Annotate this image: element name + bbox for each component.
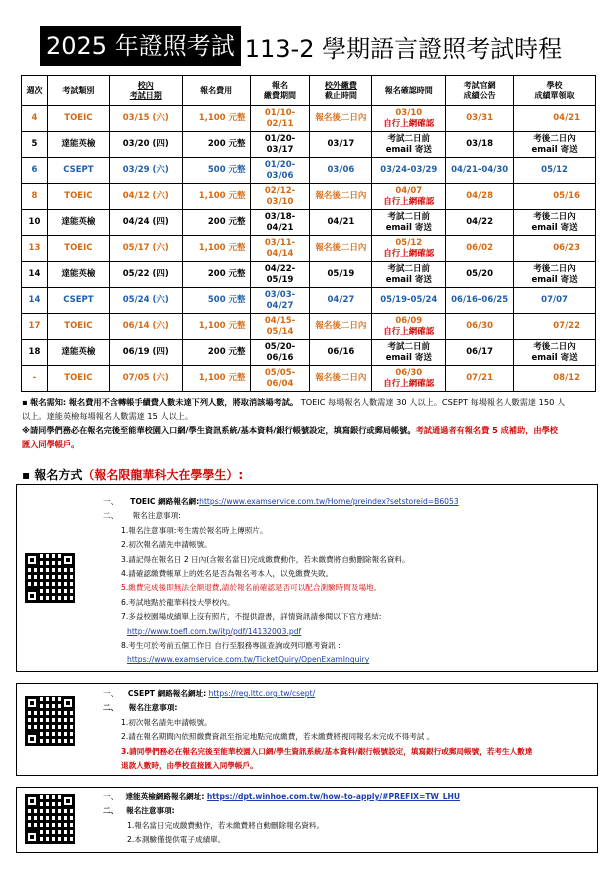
toeic-sub-label: 報名注意事項: xyxy=(132,511,181,521)
table-cell-fee: 200 元整 xyxy=(182,210,250,236)
cell-line: 考試二日前 xyxy=(387,342,431,353)
cell-line: 07/22 xyxy=(553,321,580,332)
cell-line: email 寄送 xyxy=(531,274,578,285)
table-cell-report xyxy=(514,340,596,366)
table-cell-exam: 達能英檢 xyxy=(47,210,109,236)
ept-registration-box xyxy=(16,787,598,853)
table-cell-fee: 1,100 元整 xyxy=(182,314,250,340)
ept-note-item: 1.報名當日完成繳費動作，若未繳費將自動刪除報名資料。 xyxy=(127,820,325,830)
toefl-itp-link[interactable]: http://www.toefl.com.tw/itp/pdf/14132003.pdf xyxy=(127,626,302,636)
table-cell-fee: 200 元整 xyxy=(182,340,250,366)
qr-code-icon[interactable] xyxy=(25,553,75,603)
cell-line: 05/19-05/24 xyxy=(380,295,438,306)
table-cell-deadline: 06/16 xyxy=(310,340,372,366)
table-cell-week: 6 xyxy=(22,158,48,184)
cell-line: 08/12 xyxy=(553,373,580,384)
csept-heading xyxy=(103,687,593,701)
table-cell-score: 06/02 xyxy=(446,236,514,262)
cell-line: 07/07 xyxy=(541,295,568,306)
table-cell-deadline: 04/21 xyxy=(310,210,372,236)
table-cell-deadline: 報名後二日內 xyxy=(310,366,372,392)
table-cell-score: 04/22 xyxy=(446,210,514,236)
notes-label: 報名需知: xyxy=(30,397,67,407)
cell-line: 自行上網確認 xyxy=(383,196,435,207)
table-cell-week: 8 xyxy=(22,184,48,210)
table-cell-score: 06/16-06/25 xyxy=(446,288,514,314)
table-cell-fee: 1,100 元整 xyxy=(182,184,250,210)
toeic-sub-number: 二、 xyxy=(103,511,119,521)
column-header-text: 成績公告 xyxy=(463,90,496,100)
table-cell-date: 06/14 (六) xyxy=(109,314,182,340)
csept-note-item: 1.初次報名請先申請帳號。 xyxy=(121,717,212,727)
table-cell-report xyxy=(514,262,596,288)
table-cell-date: 03/29 (六) xyxy=(109,158,182,184)
table-cell-confirm xyxy=(372,184,446,210)
table-cell-fee: 1,100 元整 xyxy=(182,106,250,132)
cell-line: email 寄送 xyxy=(385,274,432,285)
table-cell-period: 03/03-04/27 xyxy=(250,288,310,314)
cell-line: email 寄送 xyxy=(531,144,578,155)
table-row xyxy=(22,158,596,184)
table-cell-week: 10 xyxy=(22,210,48,236)
table-cell-confirm xyxy=(372,106,446,132)
table-cell-confirm xyxy=(372,132,446,158)
table-cell-exam: 達能英檢 xyxy=(47,340,109,366)
cell-line: 04/07 xyxy=(395,186,423,197)
column-header xyxy=(310,76,372,106)
notes-account-instruction: ※請同學們務必在報名完後至能華校園入口網/學生資訊系統/基本資料/銀行帳號設定，填寫銀行或郵局帳號。 xyxy=(22,425,416,435)
table-row xyxy=(22,106,596,132)
notes-subsidy-text: 考試通過者有報名費 5 成補助，由學校 xyxy=(415,425,558,435)
table-cell-deadline: 報名後二日內 xyxy=(310,314,372,340)
cell-line: 考後二日內 xyxy=(533,212,576,223)
cell-line: 04/21 xyxy=(553,113,580,124)
csept-heading-label: CSEPT 網路報名網址: xyxy=(127,689,207,698)
qr-code-icon[interactable] xyxy=(25,696,75,746)
table-row xyxy=(22,184,596,210)
cell-line: email 寄送 xyxy=(531,222,578,233)
table-cell-score: 03/18 xyxy=(446,132,514,158)
column-header-text: 校外繳費 xyxy=(324,80,357,90)
cell-line: email 寄送 xyxy=(531,352,578,363)
table-cell-date: 04/12 (六) xyxy=(109,184,182,210)
column-header-text: 考試日期 xyxy=(129,90,162,100)
table-cell-period: 05/20-06/16 xyxy=(250,340,310,366)
toeic-heading-label: TOEIC 網路報名網: xyxy=(130,497,200,506)
toeic-heading xyxy=(103,495,593,509)
table-cell-report xyxy=(514,210,596,236)
table-header-row xyxy=(22,76,596,106)
table-row xyxy=(22,132,596,158)
table-cell-period: 04/15-05/14 xyxy=(250,314,310,340)
table-cell-deadline: 04/27 xyxy=(310,288,372,314)
table-cell-deadline: 報名後二日內 xyxy=(310,236,372,262)
table-row xyxy=(22,210,596,236)
table-row xyxy=(22,236,596,262)
csept-registration-box xyxy=(16,683,598,776)
ept-heading-number: 一、 xyxy=(103,792,119,801)
notes-line-4: 匯入同學帳戶。 xyxy=(22,439,80,449)
table-cell-confirm xyxy=(372,158,446,184)
cell-line: email 寄送 xyxy=(385,222,432,233)
table-row xyxy=(22,314,596,340)
table-row xyxy=(22,366,596,392)
cell-line: 06/30 xyxy=(395,368,423,379)
table-cell-period: 03/11-04/14 xyxy=(250,236,310,262)
table-cell-score: 06/17 xyxy=(446,340,514,366)
table-cell-exam: TOEIC xyxy=(47,236,109,262)
table-cell-week: 5 xyxy=(22,132,48,158)
ept-sub-label: 報名注意事項: xyxy=(126,806,175,816)
cell-line: 03/24-03/29 xyxy=(380,165,438,176)
notes-line-2: 以上。達能英檢每場報名人數需達 15 人以上。 xyxy=(22,411,194,421)
table-cell-report xyxy=(514,184,596,210)
cell-line: 考試二日前 xyxy=(387,264,431,275)
table-cell-period: 03/18-04/21 xyxy=(250,210,310,236)
column-header-text: 考試官網 xyxy=(463,80,496,90)
cell-line: 自行上網確認 xyxy=(383,248,435,259)
table-cell-confirm xyxy=(372,366,446,392)
table-cell-period: 01/10-02/11 xyxy=(250,106,310,132)
table-cell-period: 05/05-06/04 xyxy=(250,366,310,392)
table-row xyxy=(22,288,596,314)
toeic-note-item: 8.考生可於考前五個工作日 自行至服務專區查詢或列印應考資訊 : xyxy=(121,641,341,651)
table-cell-period: 01/20-03/06 xyxy=(250,158,310,184)
table-cell-score: 04/21-04/30 xyxy=(446,158,514,184)
toeic-note-item: 6.考試地點於龍華科技大學校內。 xyxy=(121,597,235,607)
table-cell-fee: 500 元整 xyxy=(182,158,250,184)
column-header xyxy=(22,76,48,106)
table-cell-exam: 達能英檢 xyxy=(47,132,109,158)
column-header-text: 截止時間 xyxy=(324,90,357,100)
exam-inquiry-link[interactable]: https://www.examservice.com.tw/TicketQuiry/OpenExamInquiry xyxy=(127,655,370,665)
column-header-text: 報名費用 xyxy=(200,85,233,95)
cell-line: 考後二日內 xyxy=(533,264,576,275)
column-header-text: 報名 xyxy=(272,80,289,90)
column-header-text: 報名確認時間 xyxy=(384,85,433,95)
table-cell-week: 4 xyxy=(22,106,48,132)
column-header-text: 週次 xyxy=(26,85,43,95)
ept-heading-label: 達能英檢網路報名網址: xyxy=(125,792,205,801)
csept-note-item-warning: 3.請同學們務必在報名完後至能華校園入口網/學生資訊系統/基本資料/銀行帳號設定，填寫銀行或郵局帳號，若考生人數達 xyxy=(121,746,533,756)
toeic-registration-link[interactable]: https://www.examservice.com.tw/Home/preindex?setstoreid=B6053 xyxy=(199,497,459,506)
csept-notes-heading xyxy=(103,701,593,715)
column-header-text: 學校 xyxy=(546,80,563,90)
cell-line: 考試二日前 xyxy=(387,212,431,223)
table-cell-deadline: 03/06 xyxy=(310,158,372,184)
column-header-text: 考試類別 xyxy=(62,85,95,95)
table-cell-exam: CSEPT xyxy=(47,288,109,314)
table-cell-exam: TOEIC xyxy=(47,184,109,210)
table-cell-date: 06/19 (四) xyxy=(109,340,182,366)
table-cell-confirm xyxy=(372,340,446,366)
cell-line: 自行上網確認 xyxy=(383,378,435,389)
cell-line: 考試二日前 xyxy=(387,134,431,145)
cell-line: 05/16 xyxy=(553,191,580,202)
table-cell-period: 04/22-05/19 xyxy=(250,262,310,288)
table-cell-date: 05/24 (六) xyxy=(109,288,182,314)
csept-note-item: 2.請在報名期間內依照繳費資訊至指定地點完成繳費，若未繳費將視同報名未完成不得考試 。 xyxy=(121,732,435,742)
toeic-note-item: 4.請確認繳費帳單上的姓名是否為報名考本人，以免繳費失敗。 xyxy=(121,569,334,579)
column-header-text: 成績單領取 xyxy=(534,90,575,100)
table-cell-exam: CSEPT xyxy=(47,158,109,184)
notes-line-1 xyxy=(22,395,596,409)
table-cell-report xyxy=(514,132,596,158)
toeic-note-item-warning: 5.繳費完成後即無法全額退費,請於報名前確認是否可以配合測驗時間及場地。 xyxy=(121,583,382,593)
cell-line: email 寄送 xyxy=(385,352,432,363)
table-cell-date: 04/24 (四) xyxy=(109,210,182,236)
table-cell-date: 05/22 (四) xyxy=(109,262,182,288)
column-header xyxy=(514,76,596,106)
cell-line: 05/12 xyxy=(395,238,423,249)
table-cell-exam: TOEIC xyxy=(47,366,109,392)
cell-line: 自行上網確認 xyxy=(383,118,435,129)
table-cell-exam: TOEIC xyxy=(47,106,109,132)
table-cell-confirm xyxy=(372,262,446,288)
table-cell-confirm xyxy=(372,236,446,262)
table-cell-score: 05/20 xyxy=(446,262,514,288)
table-cell-exam: 達能英檢 xyxy=(47,262,109,288)
table-cell-deadline: 報名後二日內 xyxy=(310,106,372,132)
table-cell-date: 07/05 (六) xyxy=(109,366,182,392)
ept-registration-link[interactable]: https://dpt.winhoe.com.tw/how-to-apply/#PREFIX=TW_LHU xyxy=(206,792,461,801)
csept-registration-link[interactable]: https://reg.lttc.org.tw/csept/ xyxy=(208,689,316,698)
csept-sub-label: 報名注意事項: xyxy=(128,703,178,713)
column-header xyxy=(47,76,109,106)
column-header xyxy=(446,76,514,106)
cell-line: 05/12 xyxy=(541,165,568,176)
qr-code-icon[interactable] xyxy=(25,794,75,844)
toeic-notes-heading xyxy=(103,509,593,523)
column-header xyxy=(182,76,250,106)
table-cell-week: 13 xyxy=(22,236,48,262)
notes-bold-text: 報名費用不含轉帳手續費人數未達下列人數，將取消該場考試。 xyxy=(68,397,299,407)
table-cell-period: 02/12-03/10 xyxy=(250,184,310,210)
csept-sub-number: 二、 xyxy=(103,703,119,713)
table-cell-score: 03/31 xyxy=(446,106,514,132)
toeic-note-item: 1.報名注意事項:考生需於報名時上傳照片。 xyxy=(121,525,268,535)
method-note: （報名限龍華科大在學學生）: xyxy=(82,468,244,482)
title-text: 113-2 學期語言證照考試時程 xyxy=(244,34,563,63)
toeic-registration-box xyxy=(16,484,598,672)
column-header-text: 校內 xyxy=(137,80,154,90)
table-cell-report xyxy=(514,366,596,392)
exam-schedule-table xyxy=(21,75,596,392)
table-cell-deadline: 報名後二日內 xyxy=(310,184,372,210)
cell-line: 06/09 xyxy=(395,316,423,327)
table-cell-confirm xyxy=(372,210,446,236)
cell-line: 考後二日內 xyxy=(533,134,576,145)
table-cell-confirm xyxy=(372,288,446,314)
notes-text: TOEIC 每場報名人數需達 30 人以上。CSEPT 每場報名人數需達 150 人 xyxy=(300,397,566,407)
table-cell-report xyxy=(514,158,596,184)
ept-heading xyxy=(103,790,593,804)
csept-heading-number: 一、 xyxy=(103,689,119,698)
toeic-note-item: 3.請記得在報名日 2 日內(含報名當日)完成繳費動作，若未繳費將自動刪除報名資料。 xyxy=(121,554,410,564)
table-cell-report xyxy=(514,288,596,314)
table-cell-fee: 1,100 元整 xyxy=(182,366,250,392)
table-cell-deadline: 03/17 xyxy=(310,132,372,158)
column-header xyxy=(109,76,182,106)
ept-sub-number: 二、 xyxy=(103,806,119,816)
table-cell-period: 01/20-03/17 xyxy=(250,132,310,158)
table-row xyxy=(22,340,596,366)
registration-method-heading xyxy=(22,466,243,483)
registration-notes xyxy=(22,395,596,451)
method-label: 報名方式 xyxy=(34,468,83,482)
table-cell-week: 14 xyxy=(22,288,48,314)
table-cell-week: 17 xyxy=(22,314,48,340)
cell-line: email 寄送 xyxy=(385,144,432,155)
ept-notes-heading xyxy=(103,804,593,818)
table-cell-date: 05/17 (六) xyxy=(109,236,182,262)
table-cell-report xyxy=(514,106,596,132)
toeic-note-item: 7.多益校園場成績單上沒有照片，不提供證書，詳情資訊請參閱以下官方連結: xyxy=(121,612,382,622)
bullet-icon: ▪ xyxy=(22,468,35,482)
bullet-icon: ▪ xyxy=(22,397,28,407)
cell-line: 06/23 xyxy=(553,243,580,254)
column-header xyxy=(250,76,310,106)
cell-line: 考後二日內 xyxy=(533,342,576,353)
table-cell-score: 06/30 xyxy=(446,314,514,340)
table-cell-date: 03/20 (四) xyxy=(109,132,182,158)
ept-note-item: 2.本測驗僅提供電子成績單。 xyxy=(127,835,226,845)
table-cell-report xyxy=(514,236,596,262)
column-header xyxy=(372,76,446,106)
table-cell-report xyxy=(514,314,596,340)
table-row xyxy=(22,262,596,288)
toeic-note-item: 2.初次報名請先申請帳號。 xyxy=(121,540,212,550)
notes-line-3 xyxy=(22,423,596,437)
table-cell-week: 14 xyxy=(22,262,48,288)
table-cell-date: 03/15 (六) xyxy=(109,106,182,132)
page-title xyxy=(40,26,562,66)
title-highlight: 2025 年證照考試 xyxy=(40,26,241,66)
table-cell-week: - xyxy=(22,366,48,392)
table-cell-fee: 200 元整 xyxy=(182,262,250,288)
table-cell-fee: 200 元整 xyxy=(182,132,250,158)
cell-line: 03/10 xyxy=(395,108,423,119)
table-cell-fee: 1,100 元整 xyxy=(182,236,250,262)
table-cell-exam: TOEIC xyxy=(47,314,109,340)
csept-note-item-warning-cont: 退款人數時，由學校直接匯入同學帳戶。 xyxy=(121,761,258,771)
table-cell-fee: 500 元整 xyxy=(182,288,250,314)
table-cell-deadline: 05/19 xyxy=(310,262,372,288)
column-header-text: 繳費期間 xyxy=(264,90,297,100)
table-cell-score: 07/21 xyxy=(446,366,514,392)
table-cell-score: 04/28 xyxy=(446,184,514,210)
table-cell-confirm xyxy=(372,314,446,340)
table-cell-week: 18 xyxy=(22,340,48,366)
cell-line: 自行上網確認 xyxy=(383,326,435,337)
toeic-heading-number: 一、 xyxy=(103,497,119,506)
